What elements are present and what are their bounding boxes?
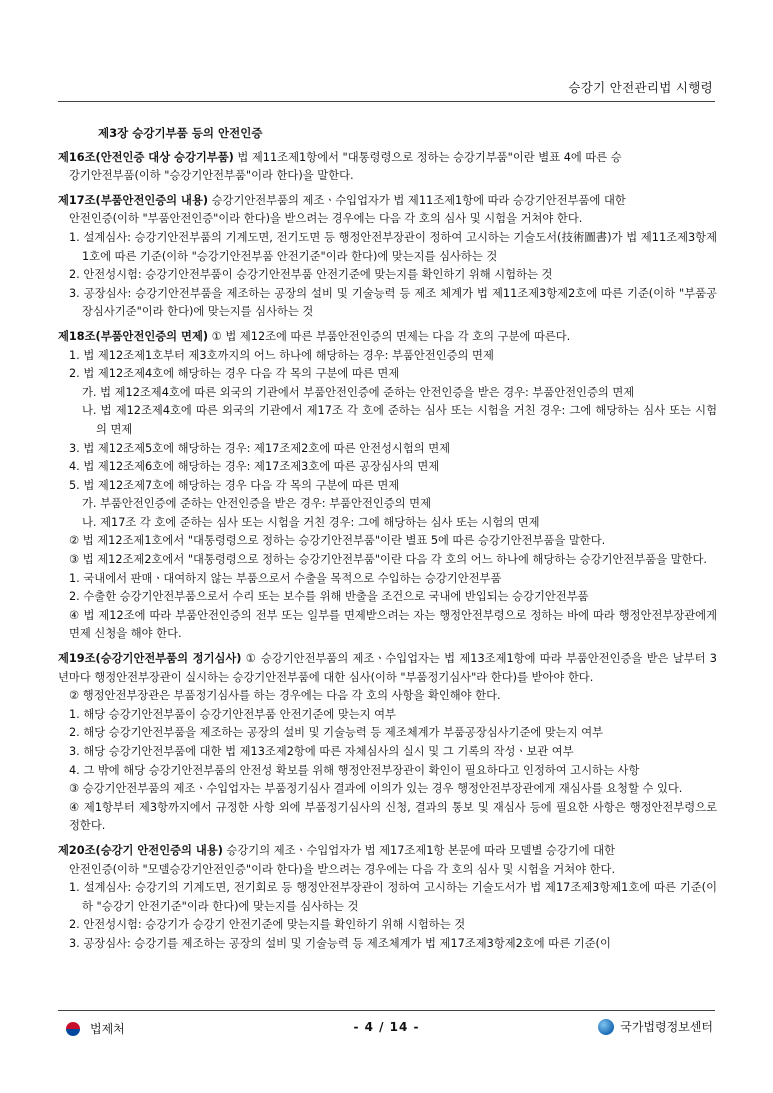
sub-item: 나. 제17조 각 호에 준하는 심사 또는 시험을 거친 경우: 그에 해당하는 심사 또는 시험의 면제 xyxy=(82,515,540,529)
list-item: 2. 해당 승강기안전부품을 제조하는 공장의 설비 및 기술능력 등 제조체계가 부품공장심사기준에 맞는지 여부 xyxy=(69,726,604,740)
list-item: 2. 수출한 승강기안전부품으로서 수리 또는 보수를 위해 반출을 조건으로 국내에 반입되는 승강기안전부품 xyxy=(69,590,589,604)
footer-divider xyxy=(58,1010,715,1011)
list-item: 4. 법 제12조제6호에 해당하는 경우: 제17조제3호에 따른 공장심사의 면제 xyxy=(69,460,440,474)
list-item: 3. 법 제12조제5호에 해당하는 경우: 제17조제2호에 따른 안전성시험의 면제 xyxy=(69,441,451,455)
article-text: ① 법 제12조에 따른 부품안전인증의 면제는 다음 각 호의 구분에 따른다. xyxy=(208,329,571,343)
article-text: ① 승강기안전부품의 제조ㆍ수입업자는 법 제13조제1항에 따라 부품안전인증을 받은 날부터 3년마다 행정안전부장관이 실시하는 승강기안전부품에 대한 심사(이하 "부품정기심사"라 한다)를 받아야 한다. xyxy=(58,652,717,684)
header-title: 승강기 안전관리법 시행령 xyxy=(568,80,713,95)
article-19 xyxy=(58,650,717,836)
paragraph: ④ 법 제12조에 따라 부품안전인증의 전부 또는 일부를 면제받으려는 자는 행정안전부령으로 정하는 바에 따라 행정안전부장관에게 면제 신청을 해야 한다. xyxy=(69,608,717,641)
article-heading: 제20조(승강기 안전인증의 내용) xyxy=(58,843,223,857)
list-item: 3. 해당 승강기안전부품에 대한 법 제13조제2항에 따른 자체심사의 실시 및 그 기록의 작성ㆍ보관 여부 xyxy=(69,745,574,758)
footer xyxy=(58,1018,715,1040)
list-item: 1. 설계심사: 승강기안전부품의 기계도면, 전기도면 등 행정안전부장관이 정하여 고시하는 기술도서(技術圖書)가 법 제11조제3항제1호에 따른 기준(이하 "승강기안전부품 안전기준"이라 한다)에 맞는지를 심사하는 것 xyxy=(69,230,717,263)
paragraph: ③ 법 제12조제2호에서 "대통령령으로 정하는 승강기안전부품"이란 다음 각 호의 어느 하나에 해당하는 승강기안전부품을 말한다. xyxy=(69,553,707,567)
article-text: 법 제11조제1항에서 "대통령령으로 정하는 승강기부품"이란 별표 4에 따른 승 xyxy=(233,150,622,164)
list-item: 4. 그 밖에 해당 승강기안전부품의 안전성 확보를 위해 행정안전부장관이 확인이 필요하다고 인정하여 고시하는 사항 xyxy=(69,763,640,777)
globe-logo-icon xyxy=(598,1019,614,1035)
article-18 xyxy=(58,328,717,644)
article-text: 승강기의 제조ㆍ수입업자가 법 제17조제1항 본문에 따라 모델별 승강기에 대한 xyxy=(222,843,616,857)
list-item: 2. 안전성시험: 승강기가 승강기 안전기준에 맞는지를 확인하기 위해 시험하는 것 xyxy=(69,918,466,932)
footer-center-name: 국가법령정보센터 xyxy=(620,1020,713,1034)
article-17 xyxy=(58,192,717,322)
article-heading: 제18조(부품안전인증의 면제) xyxy=(58,329,209,343)
article-heading: 제19조(승강기안전부품의 정기심사) xyxy=(58,652,242,666)
paragraph: ④ 제1항부터 제3항까지에서 규정한 사항 외에 부품정기심사의 신청, 결과의 통보 및 재심사 등에 필요한 사항은 행정안전부령으로 정한다. xyxy=(69,800,717,833)
article-text-continued: 안전인증(이하 "부품안전인증"이라 한다)을 받으려는 경우에는 다음 각 호의 심사 및 시험을 거쳐야 한다. xyxy=(69,212,583,226)
list-item: 1. 설계심사: 승강기의 기계도면, 전기회로 등 행정안전부장관이 정하여 고시하는 기술도서가 법 제17조제3항제1호에 따른 기준(이하 "승강기 안전기준"이라 한다)에 맞는지를 심사하는 것 xyxy=(69,881,717,913)
article-text-continued: 강기안전부품(이하 "승강기안전부품"이라 한다)을 말한다. xyxy=(69,169,354,183)
article-16 xyxy=(58,149,717,186)
list-item: 1. 해당 승강기안전부품이 승강기안전부품 안전기준에 맞는지 여부 xyxy=(69,707,396,721)
list-item: 5. 법 제12조제7호에 해당하는 경우 다음 각 목의 구분에 따른 면제 xyxy=(69,478,400,492)
article-heading: 제17조(부품안전인증의 내용) xyxy=(58,193,209,207)
list-item: 2. 안전성시험: 승강기안전부품이 승강기안전부품 안전기준에 맞는지를 확인하기 위해 시험하는 것 xyxy=(69,268,553,282)
page-number: - 4 / 14 - xyxy=(353,1020,420,1034)
paragraph: ② 행정안전부장관은 부품정기심사를 하는 경우에는 다음 각 호의 사항을 확인해야 한다. xyxy=(69,689,501,703)
list-item: 3. 공장심사: 승강기를 제조하는 공장의 설비 및 기술능력 등 제조체계가 법 제17조제3항제2호에 따른 기준(이 xyxy=(69,936,611,950)
article-text-continued: 안전인증(이하 "모델승강기안전인증"이라 한다)을 받으려는 경우에는 다음 각 호의 심사 및 시험을 거쳐야 한다. xyxy=(69,862,616,876)
article-text: 승강기안전부품의 제조ㆍ수입업자가 법 제11조제1항에 따라 승강기안전부품에 대한 xyxy=(208,193,626,207)
sub-item: 나. 법 제12조제4호에 따른 외국의 기관에서 제17조 각 호에 준하는 심사 또는 시험을 거친 경우: 그에 해당하는 심사 또는 시험의 면제 xyxy=(82,404,717,436)
header-divider xyxy=(58,101,715,102)
list-item: 2. 법 제12조제4호에 해당하는 경우 다음 각 목의 구분에 따른 면제 xyxy=(69,367,400,381)
article-heading: 제16조(안전인증 대상 승강기부품) xyxy=(58,150,234,164)
list-item: 1. 국내에서 판매ㆍ대여하지 않는 부품으로서 수출을 목적으로 수입하는 승강기안전부품 xyxy=(69,571,502,585)
chapter-title: 제3장 승강기부품 등의 안전인증 xyxy=(98,126,263,140)
article-20 xyxy=(58,842,717,954)
footer-right xyxy=(598,1018,713,1035)
paragraph: ③ 승강기안전부품의 제조ㆍ수입업자는 부품정기심사 결과에 이의가 있는 경우 행정안전부장관에게 재심사를 요청할 수 있다. xyxy=(69,782,683,796)
list-item: 1. 법 제12조제1호부터 제3호까지의 어느 하나에 해당하는 경우: 부품안전인증의 면제 xyxy=(69,348,494,362)
document-body xyxy=(58,124,717,954)
list-item: 3. 공장심사: 승강기안전부품을 제조하는 공장의 설비 및 기술능력 등 제조 체계가 법 제11조제3항제2호에 따른 기준(이하 "부품공장심사기준"이라 한다)에 맞는지를 심사하는 것 xyxy=(69,286,717,319)
paragraph: ② 법 제12조제1호에서 "대통령령으로 정하는 승강기안전부품"이란 별표 5에 따른 승강기안전부품을 말한다. xyxy=(69,534,606,548)
footer-agency: 법제처 xyxy=(90,1022,125,1036)
sub-item: 가. 법 제12조제4호에 따른 외국의 기관에서 부품안전인증에 준하는 안전인증을 받은 경우: 부품안전인증의 면제 xyxy=(82,385,635,399)
sub-item: 가. 부품안전인증에 준하는 안전인증을 받은 경우: 부품안전인증의 면제 xyxy=(82,497,432,511)
